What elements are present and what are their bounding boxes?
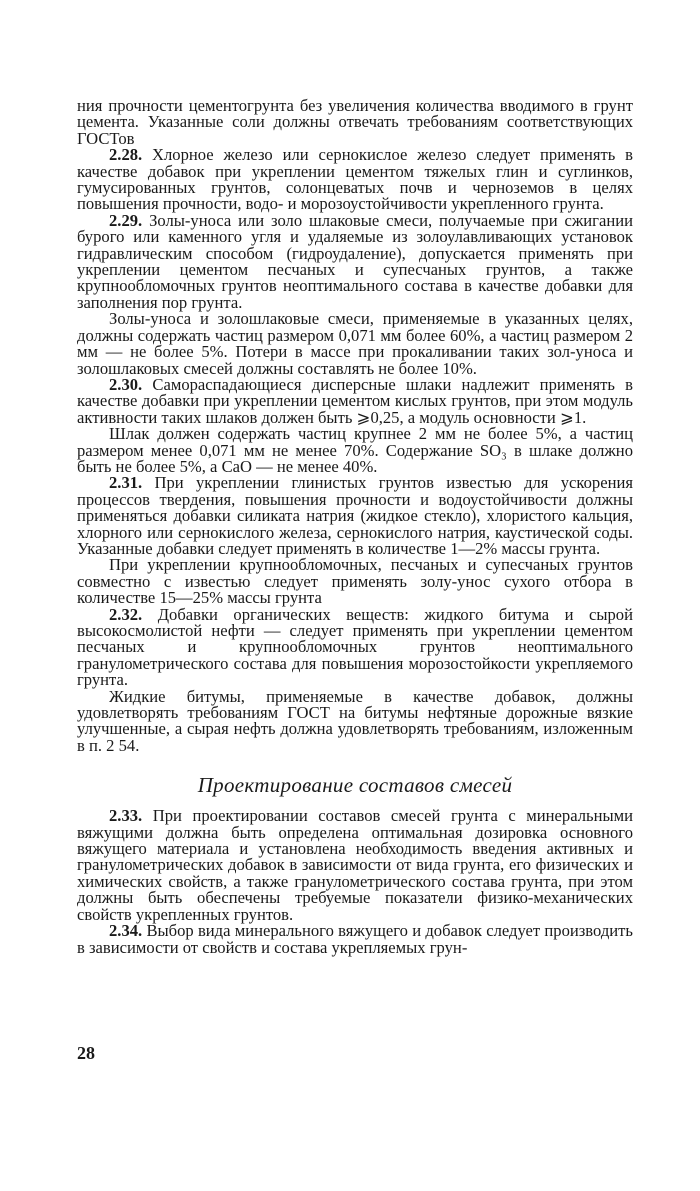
clause-number: 2.28. — [109, 145, 143, 165]
paragraph-text: Хлорное железо или сернокислое железо следует применять в качестве добавок при укреплении цементом тяжелых глин и суглинков, гумусированных грунтов, солонцеватых почв и черноземов в целях повышения прочности, водо- и морозоустойчивости укрепленного грунта. — [77, 145, 633, 214]
paragraph-text: Выбор вида минерального вяжущего и добавок следует производить в зависимости от свойств и состава укрепляемых грун- — [77, 921, 633, 957]
paragraph-text: При укреплении крупнообломочных, песчаных и супесчаных грунтов совместно с известью следует применять золу-унос сухого отбора в количестве 15—25% массы грунта — [77, 555, 633, 608]
clause-number: 2.33. — [109, 806, 143, 826]
section-heading: Проектирование составов смесей — [197, 773, 513, 798]
paragraph — [77, 475, 633, 557]
body-text — [77, 98, 633, 956]
clause-number: 2.31. — [109, 473, 143, 493]
page-number: 28 — [77, 1043, 95, 1063]
clause-number: 2.30. — [109, 374, 143, 394]
paragraphs-after-heading — [77, 808, 633, 956]
paragraph — [77, 98, 633, 147]
paragraph-text: Добавки органических веществ: жидкого битума и сырой высокосмолистой нефти — следует применять при укреплении цементом песчаных и крупнообломочных грунтов неоптимального гранулометрического состава для повышения морозостойкости укрепляемого грунта. — [77, 604, 633, 690]
paragraph-text: Шлак должен содержать частиц крупнее 2 мм не более 5%, а частиц размером менее 0,071 мм не менее 70%. Содержание SO₃ в шлаке должно быть не более 5%, а CaO — не менее 40%. — [77, 424, 633, 476]
paragraph — [77, 604, 633, 690]
clause-number: 2.32. — [109, 604, 143, 624]
paragraph — [77, 557, 633, 606]
clause-number: 2.34. — [109, 921, 143, 941]
paragraph-text: Золы-уноса и золошлаковые смеси, применяемые в указанных целях, должны содержать частиц размером 0,071 мм более 60%, а частиц размером 2 мм — не более 5%. Потери в массе при прокаливании таких зол-уноса и золошлаковых смесей должны составлять не более 10%. — [77, 309, 633, 378]
paragraph — [77, 808, 633, 923]
paragraph — [77, 210, 633, 312]
paragraph — [77, 426, 633, 475]
paragraph — [77, 686, 633, 755]
clause-number: 2.29. — [109, 210, 143, 230]
paragraphs-before-heading — [77, 98, 633, 754]
paragraph-text: Золы-уноса или золо шлаковые смеси, получаемые при сжигании бурого или каменного угля и удаляемые из золоулавливающих установок гидравлическим способом (гидроудаление), допускается применять при укреплении цементом песчаных и супесчаных грунтов, а также крупнообломочных грунтов неоптимального состава в качестве добавки для заполнения пор грунта. — [77, 210, 633, 312]
paragraph-text: ния прочности цементогрунта без увеличения количества вводимого в грунт цемента. Указанные соли должны отвечать требованиям соответствующих ГОСТов — [77, 96, 633, 148]
paragraph-text: При укреплении глинистых грунтов известью для ускорения процессов твердения, повышения прочности и водоустойчивости должны применяться добавки силиката натрия (жидкое стекло), хлористого кальция, хлорного или сернокислого железа, сернокислого натрия, каустической соды. Указанные добавки следует применять в количестве 1—2% массы грунта. — [77, 473, 633, 558]
paragraph — [77, 147, 633, 213]
paragraph — [77, 311, 633, 377]
paragraph-text: Жидкие битумы, применяемые в качестве добавок, должны удовлетворять требованиям ГОСТ на битумы нефтяные дорожные вязкие улучшенные, а сырая нефть должна удовлетворять требованиям, изложенным в п. 2 54. — [77, 686, 633, 755]
paragraph — [77, 923, 633, 956]
paragraph-text: Самораспадающиеся дисперсные шлаки надлежит применять в качестве добавки при укреплении цементом кислых грунтов, при этом модуль активности таких шлаков должен быть ⩾0,25, а модуль основности ⩾1. — [77, 374, 633, 427]
paragraph — [77, 374, 633, 427]
paragraph-text: При проектировании составов смесей грунта с минеральными вяжущими должна быть определена оптимальная дозировка основного вяжущего материала и установлена необходимость введения активных и гранулометрических добавок в зависимости от вида грунта, его физических и химических свойств, а также гранулометрического состава грунта, при этом должны быть обеспечены требуемые показатели физико-механических свойств укрепленных грунтов. — [77, 806, 633, 924]
